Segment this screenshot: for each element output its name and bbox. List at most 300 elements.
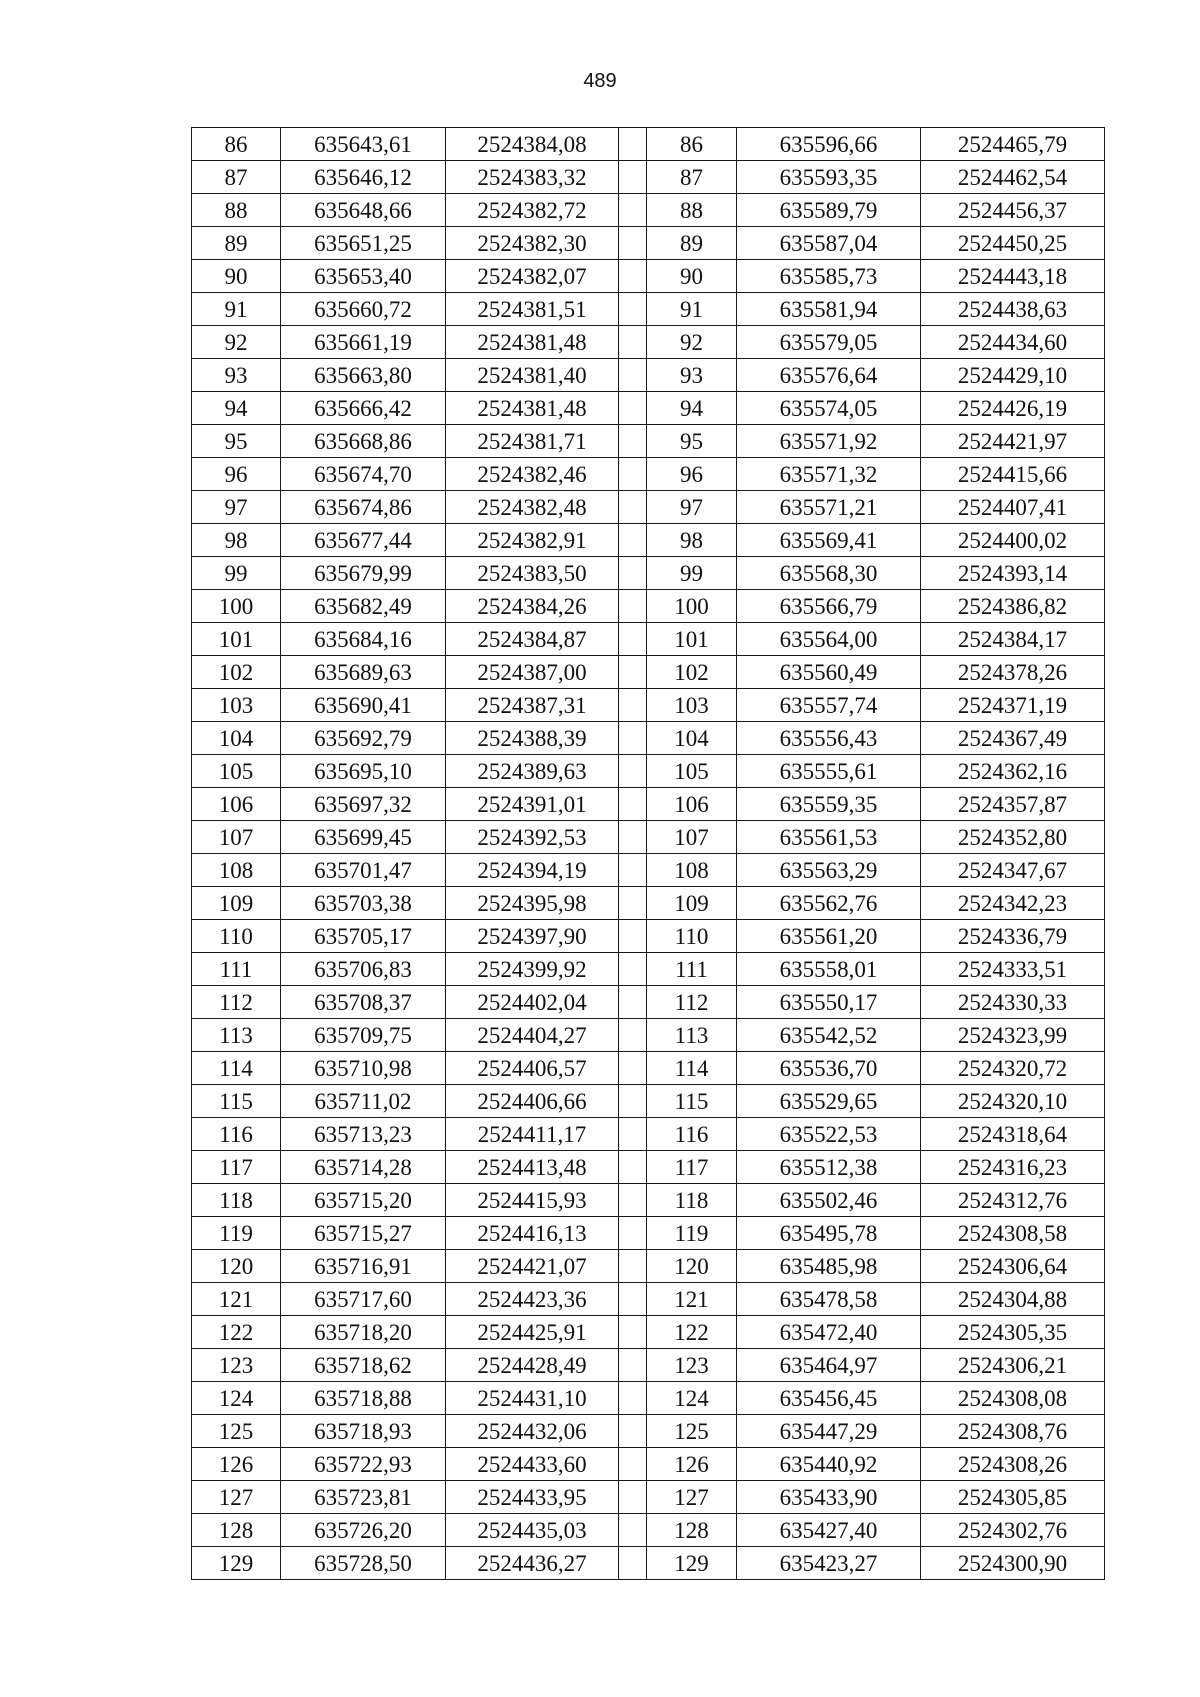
coordinate-x-left: 635706,83 [281, 953, 446, 986]
coordinate-x-left: 635682,49 [281, 590, 446, 623]
table-row [192, 1514, 1105, 1547]
table-row [192, 293, 1105, 326]
point-number-left: 129 [192, 1547, 281, 1580]
separator-cell [619, 1085, 647, 1118]
coordinate-x-right: 635585,73 [737, 260, 921, 293]
coordinate-y-left: 2524381,51 [446, 293, 619, 326]
point-number-left: 103 [192, 689, 281, 722]
coordinate-y-left: 2524433,60 [446, 1448, 619, 1481]
coordinate-y-left: 2524389,63 [446, 755, 619, 788]
coordinate-x-left: 635713,23 [281, 1118, 446, 1151]
coordinate-y-left: 2524391,01 [446, 788, 619, 821]
coordinate-x-left: 635722,93 [281, 1448, 446, 1481]
point-number-right: 98 [647, 524, 737, 557]
coordinate-x-right: 635423,27 [737, 1547, 921, 1580]
point-number-right: 97 [647, 491, 737, 524]
table-row [192, 524, 1105, 557]
point-number-right: 102 [647, 656, 737, 689]
point-number-right: 119 [647, 1217, 737, 1250]
table-row [192, 1349, 1105, 1382]
point-number-right: 100 [647, 590, 737, 623]
separator-cell [619, 1514, 647, 1547]
coordinate-y-left: 2524423,36 [446, 1283, 619, 1316]
coordinates-table [191, 127, 1105, 1580]
point-number-left: 114 [192, 1052, 281, 1085]
coordinate-y-left: 2524382,48 [446, 491, 619, 524]
coordinate-y-right: 2524421,97 [921, 425, 1105, 458]
separator-cell [619, 458, 647, 491]
coordinate-y-right: 2524342,23 [921, 887, 1105, 920]
point-number-left: 108 [192, 854, 281, 887]
separator-cell [619, 920, 647, 953]
coordinate-x-left: 635718,93 [281, 1415, 446, 1448]
separator-cell [619, 326, 647, 359]
coordinate-x-left: 635689,63 [281, 656, 446, 689]
table-row [192, 788, 1105, 821]
coordinate-x-left: 635728,50 [281, 1547, 446, 1580]
point-number-right: 106 [647, 788, 737, 821]
table-row [192, 1019, 1105, 1052]
coordinate-x-right: 635564,00 [737, 623, 921, 656]
point-number-right: 129 [647, 1547, 737, 1580]
point-number-left: 105 [192, 755, 281, 788]
coordinate-y-right: 2524305,35 [921, 1316, 1105, 1349]
coordinate-y-left: 2524425,91 [446, 1316, 619, 1349]
coordinate-y-left: 2524415,93 [446, 1184, 619, 1217]
coordinate-y-left: 2524382,91 [446, 524, 619, 557]
coordinate-x-right: 635464,97 [737, 1349, 921, 1382]
table-row [192, 1283, 1105, 1316]
coordinate-y-right: 2524371,19 [921, 689, 1105, 722]
coordinate-y-left: 2524431,10 [446, 1382, 619, 1415]
coordinate-x-left: 635674,86 [281, 491, 446, 524]
point-number-left: 117 [192, 1151, 281, 1184]
coordinate-y-right: 2524378,26 [921, 656, 1105, 689]
separator-cell [619, 1151, 647, 1184]
point-number-left: 126 [192, 1448, 281, 1481]
point-number-left: 89 [192, 227, 281, 260]
separator-cell [619, 1052, 647, 1085]
coordinate-y-left: 2524394,19 [446, 854, 619, 887]
table-row [192, 1085, 1105, 1118]
coordinate-x-left: 635709,75 [281, 1019, 446, 1052]
point-number-right: 90 [647, 260, 737, 293]
coordinate-x-right: 635485,98 [737, 1250, 921, 1283]
coordinate-y-left: 2524388,39 [446, 722, 619, 755]
point-number-right: 116 [647, 1118, 737, 1151]
coordinate-y-right: 2524415,66 [921, 458, 1105, 491]
point-number-right: 108 [647, 854, 737, 887]
point-number-left: 109 [192, 887, 281, 920]
point-number-right: 113 [647, 1019, 737, 1052]
coordinate-x-left: 635677,44 [281, 524, 446, 557]
coordinate-y-right: 2524330,33 [921, 986, 1105, 1019]
separator-cell [619, 854, 647, 887]
separator-cell [619, 821, 647, 854]
separator-cell [619, 491, 647, 524]
table-row [192, 227, 1105, 260]
coordinate-x-left: 635648,66 [281, 194, 446, 227]
separator-cell [619, 689, 647, 722]
table-row [192, 1481, 1105, 1514]
point-number-left: 111 [192, 953, 281, 986]
point-number-left: 104 [192, 722, 281, 755]
point-number-left: 101 [192, 623, 281, 656]
coordinate-y-right: 2524320,72 [921, 1052, 1105, 1085]
point-number-left: 121 [192, 1283, 281, 1316]
coordinate-y-right: 2524357,87 [921, 788, 1105, 821]
coordinate-y-left: 2524402,04 [446, 986, 619, 1019]
point-number-right: 89 [647, 227, 737, 260]
point-number-right: 110 [647, 920, 737, 953]
coordinate-x-right: 635563,29 [737, 854, 921, 887]
coordinate-x-left: 635701,47 [281, 854, 446, 887]
point-number-right: 123 [647, 1349, 737, 1382]
coordinate-y-left: 2524383,32 [446, 161, 619, 194]
coordinate-y-right: 2524316,23 [921, 1151, 1105, 1184]
point-number-left: 112 [192, 986, 281, 1019]
separator-cell [619, 359, 647, 392]
separator-cell [619, 755, 647, 788]
point-number-right: 111 [647, 953, 737, 986]
point-number-left: 115 [192, 1085, 281, 1118]
coordinate-x-right: 635558,01 [737, 953, 921, 986]
separator-cell [619, 557, 647, 590]
point-number-left: 99 [192, 557, 281, 590]
point-number-left: 93 [192, 359, 281, 392]
point-number-left: 118 [192, 1184, 281, 1217]
separator-cell [619, 1415, 647, 1448]
coordinate-x-left: 635663,80 [281, 359, 446, 392]
separator-cell [619, 227, 647, 260]
point-number-right: 114 [647, 1052, 737, 1085]
coordinate-x-left: 635723,81 [281, 1481, 446, 1514]
coordinate-y-right: 2524320,10 [921, 1085, 1105, 1118]
table-row [192, 260, 1105, 293]
table-row [192, 722, 1105, 755]
point-number-right: 96 [647, 458, 737, 491]
coordinate-x-left: 635684,16 [281, 623, 446, 656]
point-number-right: 125 [647, 1415, 737, 1448]
coordinate-x-left: 635718,20 [281, 1316, 446, 1349]
coordinate-y-left: 2524382,72 [446, 194, 619, 227]
coordinate-y-right: 2524393,14 [921, 557, 1105, 590]
table-row [192, 326, 1105, 359]
point-number-left: 95 [192, 425, 281, 458]
coordinate-x-right: 635522,53 [737, 1118, 921, 1151]
coordinate-y-right: 2524312,76 [921, 1184, 1105, 1217]
table-row [192, 1448, 1105, 1481]
separator-cell [619, 425, 647, 458]
coordinate-y-left: 2524381,48 [446, 326, 619, 359]
coordinate-y-left: 2524387,31 [446, 689, 619, 722]
coordinate-x-right: 635566,79 [737, 590, 921, 623]
coordinate-y-left: 2524384,26 [446, 590, 619, 623]
table-row [192, 557, 1105, 590]
separator-cell [619, 392, 647, 425]
coordinate-y-right: 2524302,76 [921, 1514, 1105, 1547]
coordinate-y-right: 2524333,51 [921, 953, 1105, 986]
separator-cell [619, 887, 647, 920]
separator-cell [619, 656, 647, 689]
coordinate-y-right: 2524300,90 [921, 1547, 1105, 1580]
coordinate-y-right: 2524306,21 [921, 1349, 1105, 1382]
table-row [192, 458, 1105, 491]
separator-cell [619, 260, 647, 293]
coordinate-x-right: 635495,78 [737, 1217, 921, 1250]
coordinate-y-left: 2524383,50 [446, 557, 619, 590]
point-number-right: 94 [647, 392, 737, 425]
point-number-left: 91 [192, 293, 281, 326]
point-number-right: 91 [647, 293, 737, 326]
point-number-right: 88 [647, 194, 737, 227]
table-row [192, 755, 1105, 788]
table-row [192, 359, 1105, 392]
point-number-left: 92 [192, 326, 281, 359]
coordinate-y-left: 2524413,48 [446, 1151, 619, 1184]
coordinate-x-right: 635576,64 [737, 359, 921, 392]
coordinate-x-left: 635717,60 [281, 1283, 446, 1316]
point-number-right: 112 [647, 986, 737, 1019]
point-number-right: 105 [647, 755, 737, 788]
point-number-right: 104 [647, 722, 737, 755]
coordinate-x-left: 635660,72 [281, 293, 446, 326]
separator-cell [619, 293, 647, 326]
coordinate-x-right: 635579,05 [737, 326, 921, 359]
coordinate-y-right: 2524352,80 [921, 821, 1105, 854]
point-number-left: 123 [192, 1349, 281, 1382]
separator-cell [619, 1481, 647, 1514]
table-row [192, 689, 1105, 722]
coordinate-x-left: 635716,91 [281, 1250, 446, 1283]
table-row [192, 920, 1105, 953]
coordinate-y-left: 2524382,46 [446, 458, 619, 491]
point-number-left: 120 [192, 1250, 281, 1283]
coordinate-x-right: 635571,92 [737, 425, 921, 458]
separator-cell [619, 194, 647, 227]
coordinate-y-left: 2524381,40 [446, 359, 619, 392]
point-number-left: 97 [192, 491, 281, 524]
point-number-right: 127 [647, 1481, 737, 1514]
table-row [192, 161, 1105, 194]
point-number-right: 101 [647, 623, 737, 656]
point-number-right: 122 [647, 1316, 737, 1349]
point-number-right: 118 [647, 1184, 737, 1217]
separator-cell [619, 1283, 647, 1316]
point-number-left: 128 [192, 1514, 281, 1547]
point-number-left: 124 [192, 1382, 281, 1415]
coordinate-x-left: 635718,62 [281, 1349, 446, 1382]
coordinate-x-right: 635427,40 [737, 1514, 921, 1547]
table-row [192, 1316, 1105, 1349]
table-row [192, 656, 1105, 689]
coordinate-y-left: 2524432,06 [446, 1415, 619, 1448]
coordinate-y-left: 2524399,92 [446, 953, 619, 986]
separator-cell [619, 1349, 647, 1382]
table-row [192, 887, 1105, 920]
table-row [192, 1250, 1105, 1283]
separator-cell [619, 1382, 647, 1415]
coordinate-y-right: 2524318,64 [921, 1118, 1105, 1151]
separator-cell [619, 128, 647, 161]
coordinate-x-right: 635571,32 [737, 458, 921, 491]
coordinate-y-left: 2524392,53 [446, 821, 619, 854]
coordinate-x-left: 635718,88 [281, 1382, 446, 1415]
coordinate-x-left: 635715,27 [281, 1217, 446, 1250]
table-row [192, 590, 1105, 623]
point-number-right: 103 [647, 689, 737, 722]
coordinate-x-right: 635561,20 [737, 920, 921, 953]
coordinate-x-right: 635581,94 [737, 293, 921, 326]
coordinate-y-right: 2524362,16 [921, 755, 1105, 788]
coordinate-y-left: 2524416,13 [446, 1217, 619, 1250]
coordinate-x-right: 635556,43 [737, 722, 921, 755]
coordinate-y-right: 2524308,76 [921, 1415, 1105, 1448]
point-number-left: 94 [192, 392, 281, 425]
coordinate-x-left: 635679,99 [281, 557, 446, 590]
coordinate-y-right: 2524450,25 [921, 227, 1105, 260]
coordinate-y-right: 2524305,85 [921, 1481, 1105, 1514]
coordinate-x-right: 635593,35 [737, 161, 921, 194]
table-row [192, 128, 1105, 161]
coordinate-x-right: 635555,61 [737, 755, 921, 788]
coordinate-x-right: 635571,21 [737, 491, 921, 524]
table-row [192, 194, 1105, 227]
point-number-left: 100 [192, 590, 281, 623]
point-number-right: 124 [647, 1382, 737, 1415]
point-number-left: 116 [192, 1118, 281, 1151]
coordinate-x-left: 635690,41 [281, 689, 446, 722]
coordinate-x-right: 635587,04 [737, 227, 921, 260]
coordinate-y-right: 2524336,79 [921, 920, 1105, 953]
table-row [192, 1382, 1105, 1415]
point-number-right: 120 [647, 1250, 737, 1283]
coordinate-x-right: 635433,90 [737, 1481, 921, 1514]
table-row [192, 1184, 1105, 1217]
coordinate-x-left: 635715,20 [281, 1184, 446, 1217]
separator-cell [619, 1019, 647, 1052]
coordinate-y-left: 2524404,27 [446, 1019, 619, 1052]
coordinate-y-right: 2524308,26 [921, 1448, 1105, 1481]
coordinate-y-right: 2524462,54 [921, 161, 1105, 194]
separator-cell [619, 1250, 647, 1283]
point-number-right: 128 [647, 1514, 737, 1547]
point-number-right: 117 [647, 1151, 737, 1184]
coordinate-x-right: 635559,35 [737, 788, 921, 821]
coordinate-y-left: 2524381,71 [446, 425, 619, 458]
coordinate-x-right: 635562,76 [737, 887, 921, 920]
coordinate-y-right: 2524323,99 [921, 1019, 1105, 1052]
coordinate-y-left: 2524382,07 [446, 260, 619, 293]
coordinate-y-right: 2524384,17 [921, 623, 1105, 656]
coordinate-y-left: 2524384,08 [446, 128, 619, 161]
coordinate-y-left: 2524411,17 [446, 1118, 619, 1151]
point-number-right: 87 [647, 161, 737, 194]
coordinate-x-left: 635710,98 [281, 1052, 446, 1085]
coordinate-x-left: 635705,17 [281, 920, 446, 953]
coordinate-y-right: 2524426,19 [921, 392, 1105, 425]
separator-cell [619, 161, 647, 194]
table-row [192, 1052, 1105, 1085]
table-row [192, 1151, 1105, 1184]
coordinate-x-left: 635651,25 [281, 227, 446, 260]
point-number-left: 107 [192, 821, 281, 854]
coordinate-y-left: 2524435,03 [446, 1514, 619, 1547]
separator-cell [619, 986, 647, 1019]
coordinate-y-left: 2524387,00 [446, 656, 619, 689]
coordinate-x-right: 635529,65 [737, 1085, 921, 1118]
coordinate-y-right: 2524465,79 [921, 128, 1105, 161]
separator-cell [619, 722, 647, 755]
coordinate-y-right: 2524308,58 [921, 1217, 1105, 1250]
coordinate-y-left: 2524433,95 [446, 1481, 619, 1514]
coordinate-y-left: 2524421,07 [446, 1250, 619, 1283]
coordinate-y-left: 2524381,48 [446, 392, 619, 425]
separator-cell [619, 1184, 647, 1217]
coordinate-y-right: 2524386,82 [921, 590, 1105, 623]
page-number: 489 [583, 70, 617, 92]
table-row [192, 425, 1105, 458]
point-number-right: 93 [647, 359, 737, 392]
coordinate-x-left: 635714,28 [281, 1151, 446, 1184]
point-number-right: 126 [647, 1448, 737, 1481]
coordinate-x-right: 635560,49 [737, 656, 921, 689]
point-number-left: 110 [192, 920, 281, 953]
coordinate-x-right: 635569,41 [737, 524, 921, 557]
coordinate-x-right: 635550,17 [737, 986, 921, 1019]
coordinate-x-left: 635653,40 [281, 260, 446, 293]
point-number-left: 88 [192, 194, 281, 227]
coordinate-x-right: 635440,92 [737, 1448, 921, 1481]
table-row [192, 1415, 1105, 1448]
coordinate-x-right: 635447,29 [737, 1415, 921, 1448]
coordinate-y-left: 2524428,49 [446, 1349, 619, 1382]
point-number-left: 125 [192, 1415, 281, 1448]
point-number-left: 98 [192, 524, 281, 557]
coordinate-y-right: 2524304,88 [921, 1283, 1105, 1316]
coordinate-x-right: 635502,46 [737, 1184, 921, 1217]
point-number-left: 86 [192, 128, 281, 161]
table-row [192, 854, 1105, 887]
separator-cell [619, 1118, 647, 1151]
point-number-right: 99 [647, 557, 737, 590]
coordinate-x-left: 635699,45 [281, 821, 446, 854]
coordinate-y-right: 2524306,64 [921, 1250, 1105, 1283]
coordinate-y-left: 2524397,90 [446, 920, 619, 953]
table-row [192, 821, 1105, 854]
separator-cell [619, 590, 647, 623]
point-number-right: 95 [647, 425, 737, 458]
separator-cell [619, 1217, 647, 1250]
separator-cell [619, 953, 647, 986]
point-number-left: 127 [192, 1481, 281, 1514]
coordinate-y-left: 2524395,98 [446, 887, 619, 920]
point-number-right: 115 [647, 1085, 737, 1118]
table-row [192, 1547, 1105, 1580]
coordinate-x-left: 635695,10 [281, 755, 446, 788]
point-number-left: 90 [192, 260, 281, 293]
coordinate-x-left: 635697,32 [281, 788, 446, 821]
separator-cell [619, 524, 647, 557]
point-number-right: 121 [647, 1283, 737, 1316]
point-number-left: 122 [192, 1316, 281, 1349]
coordinate-x-left: 635661,19 [281, 326, 446, 359]
coordinate-x-left: 635692,79 [281, 722, 446, 755]
coordinate-x-left: 635708,37 [281, 986, 446, 1019]
coordinate-x-left: 635674,70 [281, 458, 446, 491]
coordinate-x-right: 635542,52 [737, 1019, 921, 1052]
coordinate-x-left: 635711,02 [281, 1085, 446, 1118]
